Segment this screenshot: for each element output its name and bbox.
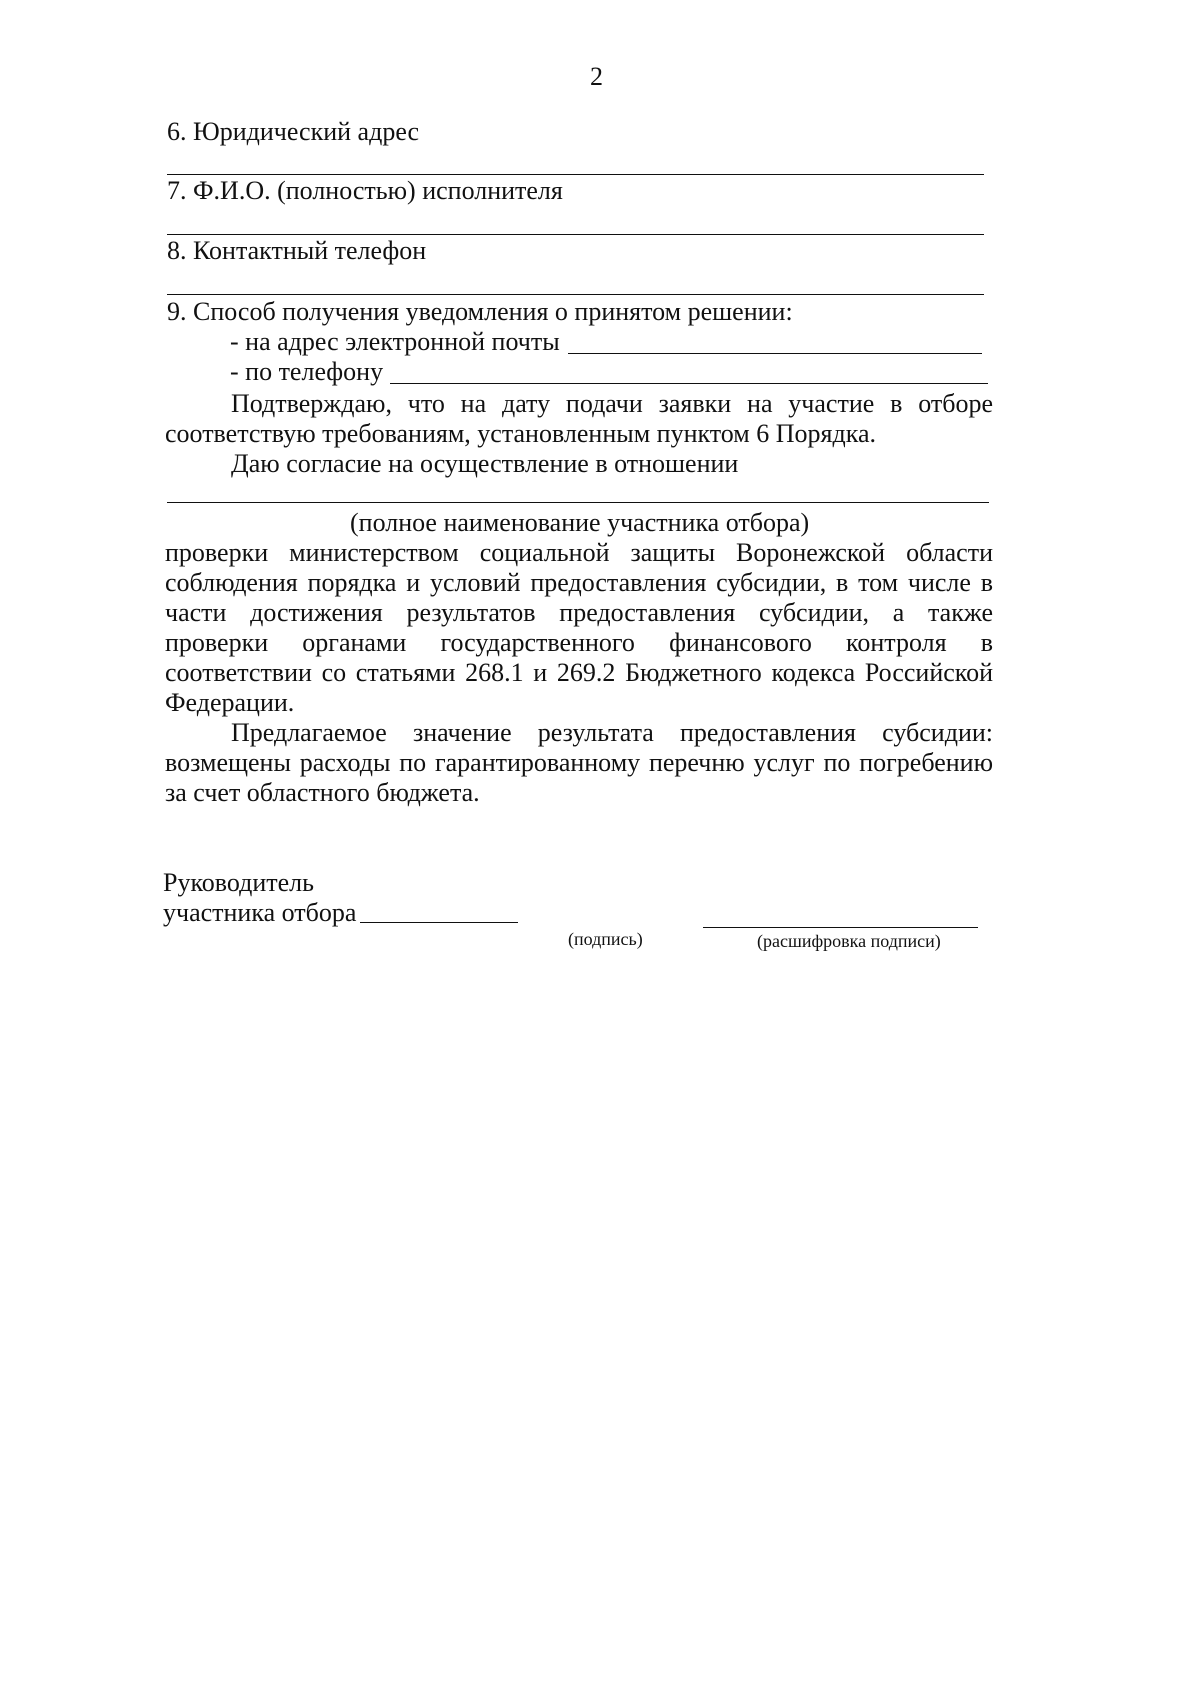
- participant-name-field-line: [167, 502, 989, 503]
- signature-field-line: [360, 922, 518, 923]
- result-line-3: за счет областного бюджета.: [165, 778, 480, 807]
- legal-address-label: 6. Юридический адрес: [167, 117, 420, 146]
- result-line-1: Предлагаемое значение результата предоставления субсидии:: [231, 718, 993, 747]
- signatory-role-line-2: участника отбора: [163, 898, 357, 927]
- consent-line-6: соответствии со статьями 268.1 и 269.2 Бюджетного кодекса Российской: [165, 658, 993, 687]
- consent-line-1: Даю согласие на осуществление в отношении: [231, 449, 739, 478]
- legal-address-field-line: [167, 174, 984, 175]
- result-line-2: возмещены расходы по гарантированному перечню услуг по погребению: [165, 748, 993, 777]
- contact-phone-label: 8. Контактный телефон: [167, 236, 427, 265]
- participant-name-caption: (полное наименование участника отбора): [350, 508, 810, 537]
- email-field-line: [568, 353, 982, 354]
- confirmation-line-1: Подтверждаю, что на дату подачи заявки на участие в отборе: [231, 389, 993, 418]
- consent-line-7: Федерации.: [165, 688, 295, 717]
- executor-name-label: 7. Ф.И.О. (полностью) исполнителя: [167, 176, 563, 205]
- executor-name-field-line: [167, 234, 984, 235]
- consent-line-2: проверки министерством социальной защиты Воронежской области: [165, 538, 993, 567]
- confirmation-line-2: соответствую требованиям, установленным пунктом 6 Порядка.: [165, 419, 876, 448]
- contact-phone-field-line: [167, 294, 984, 295]
- signatory-role-line-1: Руководитель: [163, 868, 314, 897]
- consent-line-5: проверки органами государственного финансового контроля в: [165, 628, 993, 657]
- by-email-label: - на адрес электронной почты: [230, 327, 560, 356]
- notification-method-label: 9. Способ получения уведомления о принятом решении:: [167, 297, 793, 326]
- phone-field-line: [390, 383, 988, 384]
- signature-caption: (подпись): [568, 929, 643, 949]
- page-number: 2: [590, 62, 603, 91]
- by-phone-label: - по телефону: [230, 357, 384, 386]
- signature-decoding-field-line: [703, 927, 978, 928]
- signature-decoding-caption: (расшифровка подписи): [757, 931, 941, 951]
- consent-line-3: соблюдения порядка и условий предоставления субсидии, в том числе в: [165, 568, 993, 597]
- consent-line-4: части достижения результатов предоставления субсидии, а также: [165, 598, 993, 627]
